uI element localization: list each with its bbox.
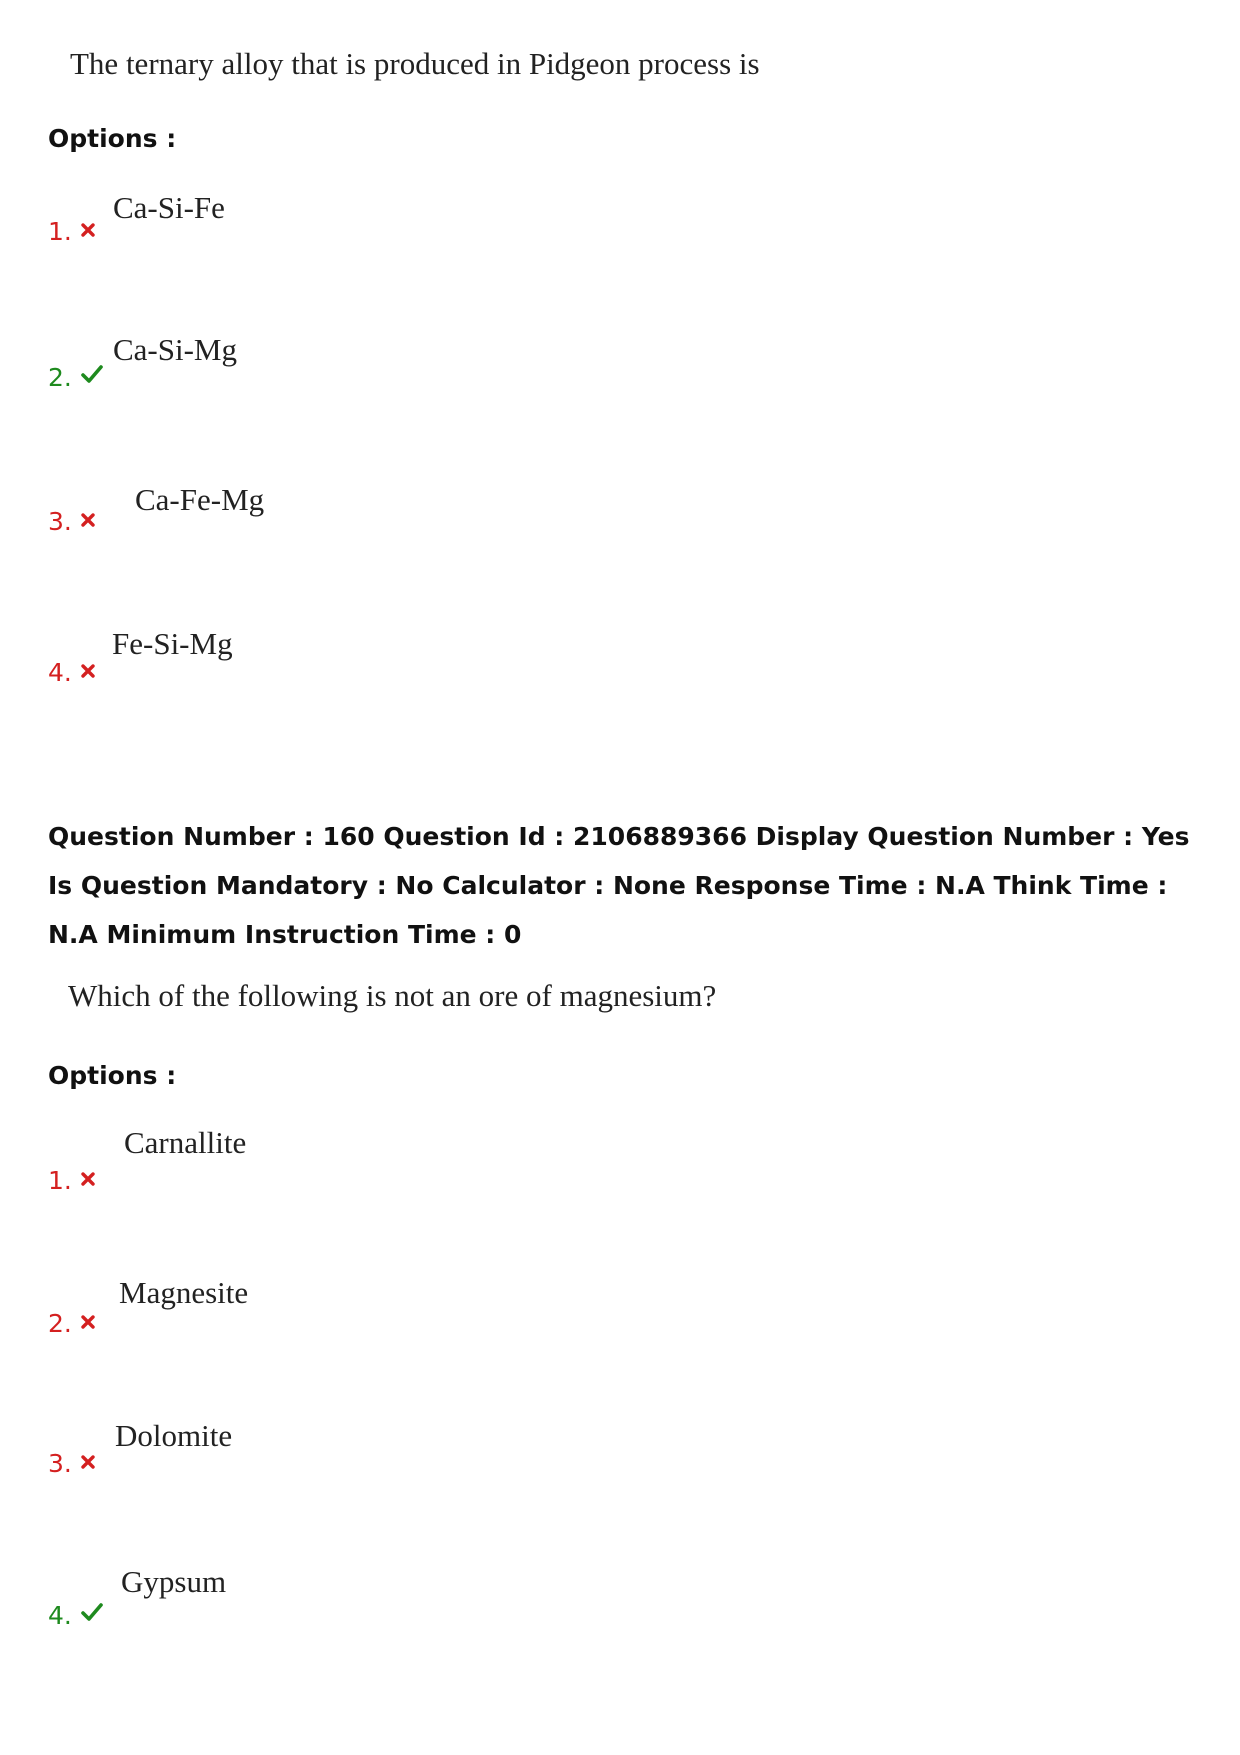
q1-option-3-number: 3. [48,507,72,536]
cross-icon [81,504,95,533]
q2-option-1-text: Carnallite [124,1125,247,1160]
q1-option-4-marker [48,655,95,687]
question-2-text: Which of the following is not an ore of magnesium? [68,978,717,1013]
cross-icon [81,655,95,684]
q1-option-1-text: Ca-Si-Fe [113,190,225,225]
q2-option-3-marker [48,1446,95,1478]
q2-option-2-text: Magnesite [119,1275,249,1310]
options-label-2: Options : [48,1061,177,1090]
q1-option-3-marker [48,504,95,536]
q2-option-2-marker [48,1306,95,1338]
q1-option-1-marker [48,214,95,246]
question-2-meta: Question Number : 160 Question Id : 2106889366 Display Question Number : Yes Is Question Mandatory : No Calculator : None Response Time : N.A Think Time : N.A Minimum Instruction Time : 0 [48,822,1190,949]
q2-option-4-number: 4. [48,1601,72,1630]
q1-option-3-text: Ca-Fe-Mg [135,482,265,517]
q2-option-1-marker [48,1163,95,1195]
check-icon [81,1598,103,1627]
q2-option-1-number: 1. [48,1166,72,1195]
cross-icon [81,1306,95,1335]
q2-option-2-number: 2. [48,1309,72,1338]
q1-option-4-number: 4. [48,658,72,687]
cross-icon [81,1163,95,1192]
q2-option-3-text: Dolomite [115,1418,233,1453]
q2-option-4-text: Gypsum [121,1564,227,1599]
q1-option-4-text: Fe-Si-Mg [112,626,233,661]
q1-option-1-number: 1. [48,217,72,246]
q2-option-4-marker [48,1598,103,1630]
q1-option-2-number: 2. [48,363,72,392]
check-icon [81,360,103,389]
question-1-text: The ternary alloy that is produced in Pidgeon process is [70,46,760,81]
q1-option-2-text: Ca-Si-Mg [113,332,237,367]
cross-icon [81,214,95,243]
q1-option-2-marker [48,360,103,392]
options-label-1: Options : [48,124,177,153]
q2-option-3-number: 3. [48,1449,72,1478]
cross-icon [81,1446,95,1475]
